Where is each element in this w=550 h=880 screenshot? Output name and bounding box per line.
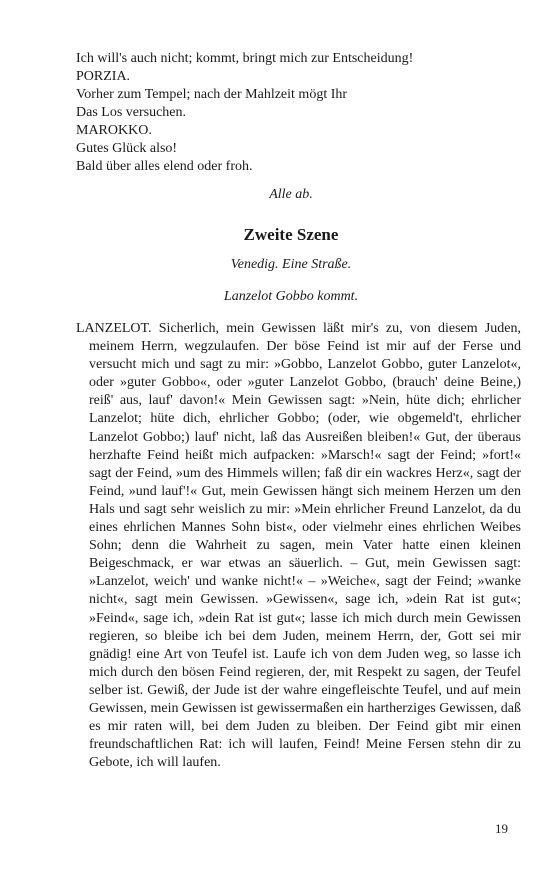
verse-line: Das Los versuchen.: [76, 105, 187, 120]
scene-title: Zweite Szene: [243, 225, 339, 244]
speaker-name: MAROKKO.: [76, 123, 152, 138]
monologue-speaker: LANZELOT.: [76, 321, 152, 336]
verse-line: Gutes Glück also!: [76, 141, 178, 156]
stage-direction-entrance: Lanzelot Gobbo kommt.: [223, 289, 359, 304]
monologue-text: Sicherlich, mein Gewissen läßt mir's zu, von diesem Juden, meinem Herrn, wegzulaufen. Der böse Feind ist mir auf der Ferse und versucht mich und sagt zu mir: »Gobbo, Lanzelot Gobbo, guter Lanzelot«, oder »guter Gobbo«, oder »guter Lanzelot Gobbo, (brauch' deine Beine,) reiß' aus, lauf' davon!« Mein Gewissen sagt: »Nein, hüte dich; ehrlicher Lanzelot; hüte dich, ehrlicher Gobbo; (oder, wie obgemeld't, ehrlicher Lanzelot Gobbo;) lauf' nicht, laß das Ausreißen bleiben!« Gut, der überaus herzhafte Feind heißt mich aufpacken: »Marsch!« sagt der Feind; »fort!« sagt der Feind, »um des Himmels willen; faß dir ein wackres Herz«, sagt der Feind, »und lauf'!« Gut, mein Gewissen hängt sich meinem Herzen um den Hals und sagt sehr weislich zu mir: »Mein ehrlicher Freund Lanzelot, da du eines ehrlichen Mannes Sohn bist«, oder vielmehr eines ehrlichen Weibes Sohn; denn die Wahrheit zu sagen, mein Vater hatte einen kleinen Beigeschmack, er war etwas an säuerlich. – Gut, mein Gewissen sagt: »Lanzelot, weich' und wanke nicht!« – »Weiche«, sagt der Feind; »wanke nicht«, sagt mein Gewissen. »Gewissen«, sage ich, »dein Rat ist gut«; »Feind«, sage ich, »dein Rat ist gut«; lasse ich mich durch mein Gewissen regieren, so bleibe ich bei dem Juden, meinem Herrn, der, Gott sei mir gnädig! eine Art von Teufel ist. Laufe ich von dem Juden weg, so lasse ich mich durch den bösen Feind regieren, der, mit Respekt zu sagen, der Teufel selber ist. Gewiß, der Jude ist der wahre eingefleischte Teufel, und auf mein Gewissen, mein Gewissen ist gewissermaßen ein hartherziges Gewissen, daß es mir raten will, bei dem Juden zu bleiben. Der Feind gibt mir einen freundschaftlichen Rat: ich will laufen, Feind! Meine Fersen stehn dir zu Gebote, ich will laufen.: [89, 321, 521, 771]
monologue-paragraph: [76, 320, 521, 772]
stage-direction-exit: Alle ab.: [269, 187, 313, 202]
verse-line: Bald über alles elend oder froh.: [76, 159, 253, 174]
speaker-name: PORZIA.: [76, 69, 131, 84]
scene-setting: Venedig. Eine Straße.: [230, 257, 352, 272]
page-number: 19: [495, 821, 508, 836]
verse-line: Vorher zum Tempel; nach der Mahlzeit mögt Ihr: [76, 87, 348, 102]
verse-line: Ich will's auch nicht; kommt, bringt mich zur Entscheidung!: [76, 51, 414, 66]
